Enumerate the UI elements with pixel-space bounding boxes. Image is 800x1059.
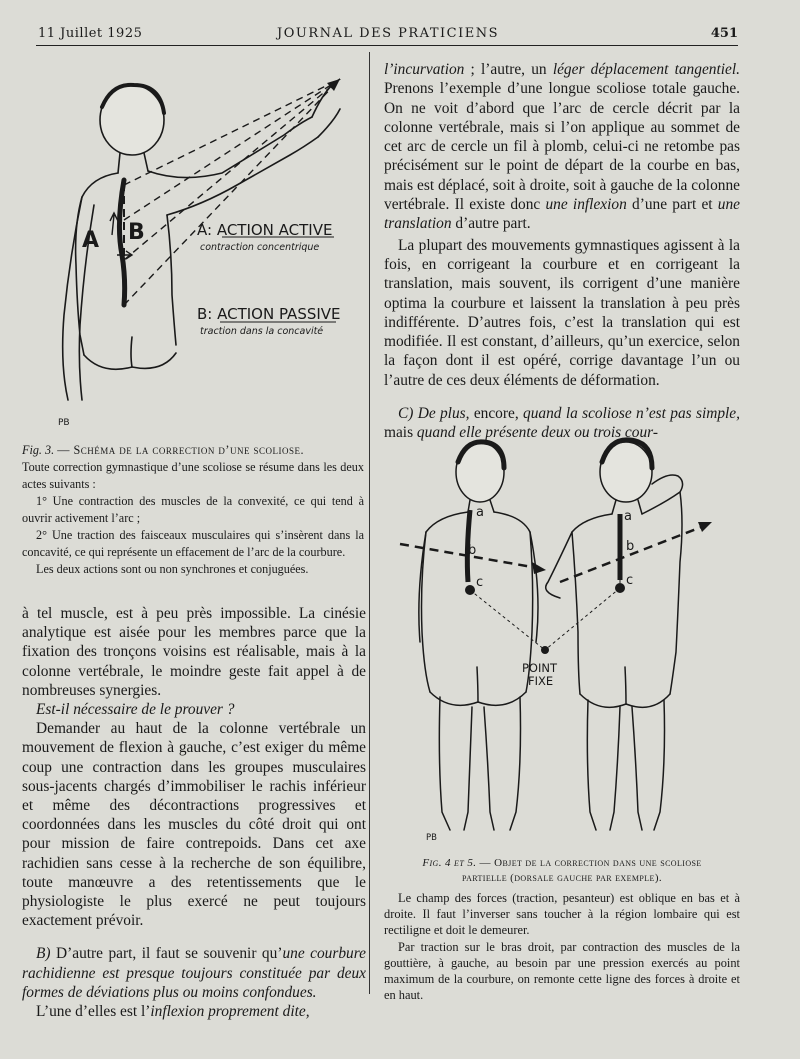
point-fixe-label-2: FIXE (528, 674, 554, 688)
text-run: ; l’autre, un (464, 61, 553, 78)
column-divider (369, 52, 370, 994)
question-heading (22, 700, 366, 719)
paragraph-incurvation (384, 60, 740, 234)
paragraph-b-italic: une courbure rachidienne est presque toujours constituée par deux formes de déviations plus ou moins confondues. (22, 945, 367, 1001)
text-run: Prenons l’exemple d’une longue scoliose totale gauche. On ne voit d’abord que l’arc de cercle décrit par la colonne vertébrale, mais si l’on applique au sommet de cet arc de cercle un fil à plomb, celui-ci ne retombe pas précisément sur le point de départ de la courbe en bas, mais est déplacé, soit à droite, soit à gauche de la colonne vertébrale. Il existe donc (384, 80, 740, 214)
running-header (38, 26, 738, 46)
issue-date: 11 Juillet 1925 (38, 26, 143, 41)
caption-45-title-line (384, 856, 740, 871)
caption-45-fig: Fig. 4 et 5. (422, 857, 477, 869)
label-a-fig4: a (476, 505, 484, 520)
paragraph: à tel muscle, est à peu près impossible. La cinésie analytique est aisée pour les membres parce que la fixation des tronçons voisins est réalisable, mais à la colonne vertébrale, le moindre geste fait appel à de nombreuses synergies. (22, 605, 366, 699)
paragraph-inflexion (22, 1002, 366, 1021)
paragraph-inflexion-text: L’une d’elles est l’ (36, 1003, 151, 1021)
action-active-subtitle: contraction concentrique (200, 242, 320, 253)
caption-3-title-line (22, 442, 364, 459)
text-run: mais (384, 424, 417, 442)
label-c-fig5: c (626, 573, 634, 588)
caption-3-line: Toute correction gymnastique d’une scoliose se résume dans les deux actes suivants : (22, 460, 364, 491)
text-run: d’une part et (626, 196, 718, 214)
label-b-fig4: b (468, 543, 477, 558)
caption-3-title: — Schéma de la correction d’une scoliose. (57, 443, 305, 457)
text-run: d’autre part. (451, 215, 531, 233)
journal-title: JOURNAL DES PRATICIENS (277, 26, 499, 41)
figure-3-illustration (22, 55, 367, 430)
point-fixe-label: POINT (522, 661, 558, 675)
question-heading-text: Est-il nécessaire de le prouver ? (36, 701, 235, 719)
action-passive-subtitle: traction dans la concavité (200, 326, 324, 337)
caption-3-line: Les deux actions sont ou non synchrones et conjuguées. (36, 562, 309, 576)
action-active-title: A: ACTION ACTIVE (197, 221, 333, 239)
section-label-c: C) (398, 405, 414, 423)
figure-4-5-caption (384, 856, 740, 886)
paragraph-b (22, 944, 366, 1002)
caption-3-line: 1° Une contraction des muscles de la convexité, ce qui tend à ouvrir activement l’arc ; (22, 494, 364, 525)
paragraph-inflexion-italic: inflexion proprement dite, (150, 1003, 310, 1021)
page-number: 451 (710, 26, 738, 41)
right-column-bottom-body (384, 890, 740, 1003)
paragraph: Le champ des forces (traction, pesanteur) est oblique en bas et à droite. Il faut l’inverser sans toucher à la région lombaire qui est rectiligne et doit le demeurer. (384, 891, 740, 938)
header-rule (36, 45, 738, 46)
figures-4-5-illustration (380, 432, 740, 846)
caption-3-fig: Fig. 3. (22, 443, 55, 457)
label-a-fig5: a (624, 509, 632, 524)
left-column-body (22, 604, 366, 1021)
paragraph: Demander au haut de la colonne vertébrale un mouvement de flexion à gauche, c’est exiger du même coup une contraction dans les groupes musculaires sous-jacents chargés d’immobiliser le rachis inférieur et même des décontractions progressives et coordonnées dans les muscles du côté droit qui ont pour mission de faire contrepoids. Dans cet axe rachidien sans cesse à la recherche de son équilibre, toute manœuvre a des retentissements que le physiologiste le plus exercé ne peut toujours exactement prévoir. (22, 720, 366, 930)
italic-term: une inflexion (545, 196, 627, 214)
italic-term: léger déplacement tangentiel. (552, 61, 740, 78)
italic-term: quand elle présente deux ou trois cour- (416, 424, 658, 442)
caption-3-line: 2° Une traction des faisceaux musculaires qui s’insèrent dans la concavité, ce qui représente un effacement de l’arc de la courbure. (22, 528, 364, 559)
label-a: A (82, 228, 100, 253)
artist-signature-2: PB (426, 833, 437, 843)
label-b: B (128, 220, 145, 245)
figure-3-caption (22, 442, 364, 578)
italic-term: quand la scoliose n’est pas simple, (523, 405, 740, 423)
italic-term: une translation (384, 196, 741, 233)
label-b-fig5: b (626, 539, 635, 554)
paragraph: Par traction sur le bras droit, par contraction des muscles de la gouttière, à gauche, au besoin par une pression exercés au point maximum de la courbure, on remonte cette ligne des forces à droite et en haut. (384, 939, 740, 1003)
paragraph-b-text: D’autre part, il faut se souvenir qu’ (50, 945, 283, 963)
text-run: encore, (469, 405, 524, 423)
italic-term: De plus, (413, 405, 470, 423)
paragraph: La plupart des mouvements gymnastiques agissent à la fois, en corrigeant la courbure et en corrigeant la translation, mais souvent, ils corrigent d’une manière optima la courbure et laissent la translation à peu près indifférente. D’autres fois, c’est la translation qui est modifiée. Il est constant, d’ailleurs, qu’un exercice, selon la façon dont il est opéré, corrige davantage l’un ou l’autre de ces deux éléments de déformation. (384, 236, 740, 389)
right-column-body (384, 60, 740, 443)
italic-term: l’incurvation (384, 61, 465, 78)
label-c-fig4: c (476, 575, 484, 590)
caption-45-title-line-2: partielle (dorsale gauche par exemple). (461, 872, 663, 884)
section-label-b: B) (36, 945, 51, 963)
caption-45-title: — Objet de la correction dans une scoliose (479, 857, 702, 869)
artist-signature: PB (58, 418, 70, 428)
action-passive-title: B: ACTION PASSIVE (197, 305, 341, 323)
